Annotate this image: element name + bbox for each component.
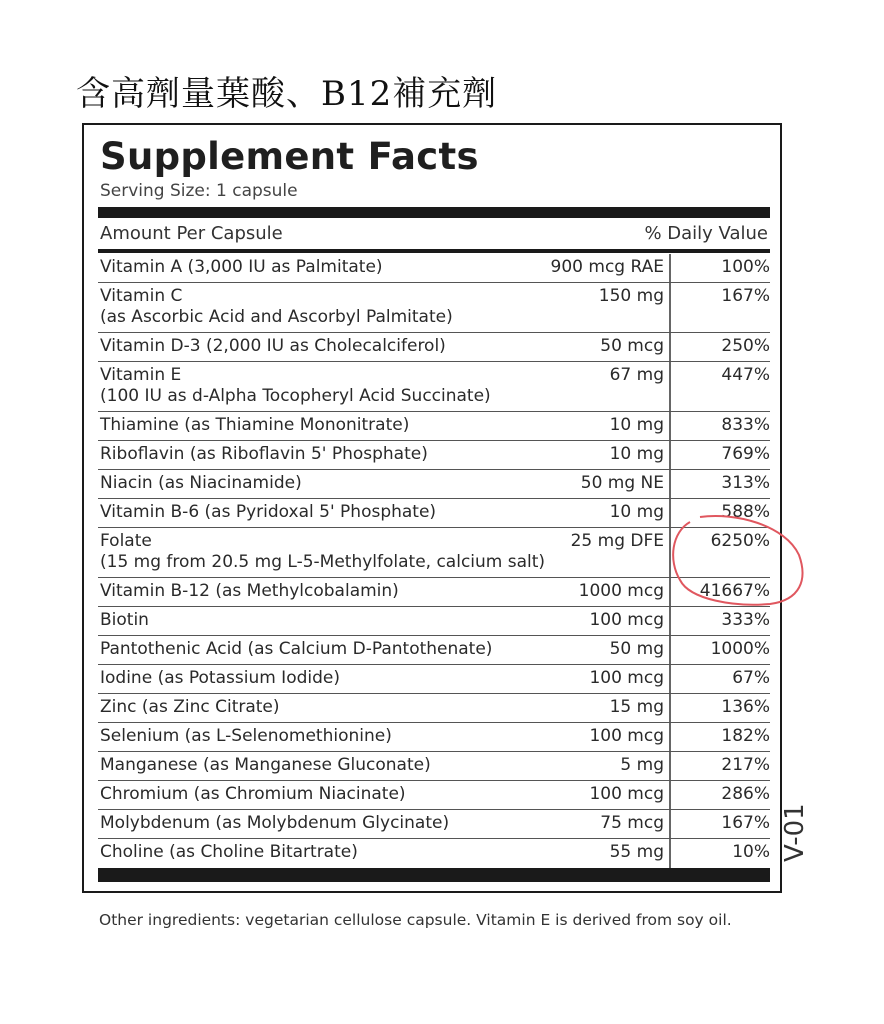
daily-value-percent: 100% <box>721 257 770 277</box>
nutrient-amount: 10 mg <box>609 502 664 522</box>
nutrient-amount: 100 mcg <box>589 726 664 746</box>
nutrient-source-note: (as Ascorbic Acid and Ascorbyl Palmitate) <box>100 307 453 327</box>
nutrient-amount: 67 mg <box>609 365 664 385</box>
nutrient-amount: 55 mg <box>609 842 664 862</box>
nutrient-amount: 50 mg <box>609 639 664 659</box>
serving-size: Serving Size: 1 capsule <box>100 181 298 201</box>
nutrient-amount: 10 mg <box>609 415 664 435</box>
daily-value-percent: 250% <box>721 336 770 356</box>
nutrient-amount: 150 mg <box>598 286 664 306</box>
nutrient-name: Vitamin A (3,000 IU as Palmitate) <box>100 257 383 277</box>
daily-value-percent: 136% <box>721 697 770 717</box>
nutrient-name: Zinc (as Zinc Citrate) <box>100 697 280 717</box>
daily-value-percent: 333% <box>721 610 770 630</box>
daily-value-percent: 6250% <box>710 531 770 551</box>
nutrient-name: Folate <box>100 531 152 551</box>
nutrient-amount: 25 mg DFE <box>570 531 664 551</box>
nutrient-name: Vitamin D-3 (2,000 IU as Cholecalciferol) <box>100 336 446 356</box>
nutrient-name: Vitamin B-12 (as Methylcobalamin) <box>100 581 399 601</box>
nutrient-name: Niacin (as Niacinamide) <box>100 473 302 493</box>
nutrient-name: Vitamin E <box>100 365 182 385</box>
daily-value-percent: 167% <box>721 286 770 306</box>
nutrient-name: Biotin <box>100 610 149 630</box>
other-ingredients-note: Other ingredients: vegetarian cellulose capsule. Vitamin E is derived from soy oil. <box>99 911 732 929</box>
nutrient-name: Selenium (as L-Selenomethionine) <box>100 726 392 746</box>
nutrient-amount: 100 mcg <box>589 610 664 630</box>
daily-value-percent: 447% <box>721 365 770 385</box>
nutrient-amount: 75 mcg <box>600 813 664 833</box>
version-code: V-01 <box>780 803 810 862</box>
nutrient-amount: 50 mcg <box>600 336 664 356</box>
nutrient-amount: 10 mg <box>609 444 664 464</box>
daily-value-percent: 217% <box>721 755 770 775</box>
nutrient-amount: 15 mg <box>609 697 664 717</box>
nutrient-name: Riboflavin (as Riboflavin 5' Phosphate) <box>100 444 428 464</box>
daily-value-percent: 833% <box>721 415 770 435</box>
nutrient-amount: 100 mcg <box>589 668 664 688</box>
daily-value-percent: 182% <box>721 726 770 746</box>
headline: 含高劑量葉酸、B12補充劑 <box>76 74 498 114</box>
nutrient-name: Vitamin B-6 (as Pyridoxal 5' Phosphate) <box>100 502 437 522</box>
nutrient-amount: 5 mg <box>620 755 664 775</box>
amount-per-capsule-header: Amount Per Capsule <box>100 223 283 244</box>
daily-value-percent: 313% <box>721 473 770 493</box>
panel-title: Supplement Facts <box>100 135 479 178</box>
nutrient-amount: 100 mcg <box>589 784 664 804</box>
daily-value-percent: 1000% <box>710 639 770 659</box>
daily-value-percent: 588% <box>721 502 770 522</box>
nutrient-source-note: (15 mg from 20.5 mg L-5-Methylfolate, calcium salt) <box>100 552 546 572</box>
nutrient-name: Choline (as Choline Bitartrate) <box>100 842 358 862</box>
daily-value-percent: 167% <box>721 813 770 833</box>
nutrient-name: Iodine (as Potassium Iodide) <box>100 668 340 688</box>
nutrient-source-note: (100 IU as d-Alpha Tocopheryl Acid Succinate) <box>100 386 491 406</box>
nutrient-amount: 50 mg NE <box>580 473 664 493</box>
daily-value-percent: 41667% <box>699 581 770 601</box>
daily-value-percent: 67% <box>732 668 770 688</box>
nutrient-amount: 1000 mcg <box>578 581 664 601</box>
daily-value-percent: 10% <box>732 842 770 862</box>
nutrient-name: Molybdenum (as Molybdenum Glycinate) <box>100 813 450 833</box>
nutrient-name: Chromium (as Chromium Niacinate) <box>100 784 406 804</box>
nutrient-name: Manganese (as Manganese Gluconate) <box>100 755 431 775</box>
daily-value-header: % Daily Value <box>644 223 768 244</box>
daily-value-percent: 769% <box>721 444 770 464</box>
nutrient-name: Vitamin C <box>100 286 183 306</box>
nutrient-name: Thiamine (as Thiamine Mononitrate) <box>100 415 410 435</box>
nutrient-name: Pantothenic Acid (as Calcium D-Pantothenate) <box>100 639 493 659</box>
daily-value-percent: 286% <box>721 784 770 804</box>
nutrient-amount: 900 mcg RAE <box>550 257 664 277</box>
